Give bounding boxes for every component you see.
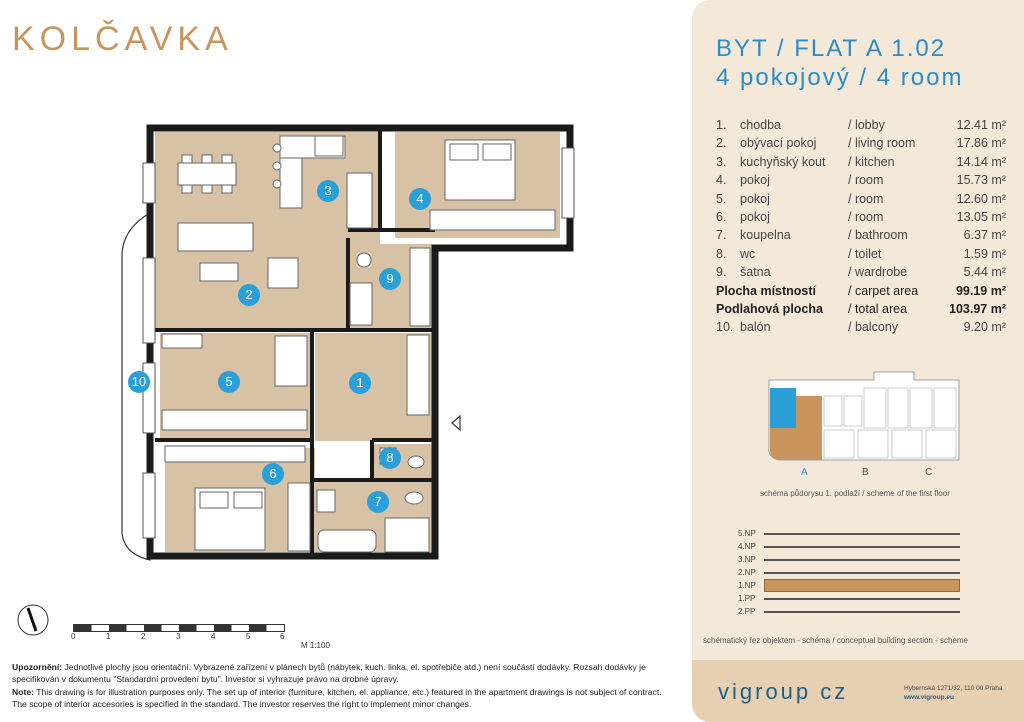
note-cz-label: Upozornění:: [12, 662, 63, 672]
room-row: [716, 116, 1006, 134]
room-name-en: / kitchen: [848, 154, 895, 169]
room-name-cz: wc: [740, 246, 756, 261]
room-marker-6: 6: [262, 463, 284, 485]
room-name-en: / toilet: [848, 246, 882, 261]
total-area: 103.97 m²: [949, 301, 1006, 316]
room-marker-3: 3: [317, 180, 339, 202]
note-en-label: Note:: [12, 686, 34, 697]
total-area: 99.19 m²: [955, 283, 1006, 298]
floor-row: [738, 566, 960, 579]
balcony-name-cz: balón: [740, 320, 771, 335]
room-area: 12.41 m²: [956, 118, 1006, 132]
room-area: 1.59 m²: [963, 246, 1006, 261]
room-name-cz: chodba: [740, 118, 782, 132]
balcony-row: [716, 318, 1006, 336]
room-num: 6.: [716, 209, 727, 224]
room-name-en: / room: [848, 191, 884, 206]
entrance-arrow: [452, 416, 460, 430]
room-row: [716, 134, 1006, 152]
room-row: [716, 245, 1006, 263]
floor-row: [738, 553, 960, 566]
room-marker-10: 10: [128, 371, 150, 393]
total-name-en: / carpet area: [848, 283, 919, 298]
room-num: 8.: [716, 246, 727, 261]
company-address-block: [904, 684, 1003, 702]
scheme-section-b: B: [862, 467, 869, 478]
floor-caption: schématický řez objektem - schéma / conceptual building section - scheme: [703, 636, 969, 645]
company-address: Hybernská 1271/32, 110 00 Praha: [904, 685, 1003, 692]
room-name-cz: pokoj: [740, 191, 770, 206]
room-row: [716, 226, 1006, 244]
flat-title: [716, 34, 963, 92]
room-marker-5: 5: [218, 371, 240, 393]
scheme-caption: schéma půdorysu 1. podlaží / scheme of the first floor: [760, 489, 950, 498]
room-area: 12.60 m²: [956, 191, 1006, 206]
room-marker-9: 9: [379, 268, 401, 290]
floor-plan: [110, 118, 590, 568]
room-area: 14.14 m²: [956, 154, 1006, 169]
floor-row: [738, 540, 960, 553]
floor-label: 2.NP: [738, 568, 756, 577]
room-name-en: / living room: [848, 136, 916, 151]
company-website: www.vigroup.eu: [904, 694, 954, 701]
room-name-cz: pokoj: [740, 173, 770, 188]
disclaimer-notes: [12, 661, 672, 711]
total-name-cz: Plocha místností: [716, 283, 817, 298]
room-num: 4.: [716, 173, 727, 188]
total-name-en: / total area: [848, 301, 908, 316]
room-area: 6.37 m²: [963, 228, 1006, 243]
room-num: 9.: [716, 265, 727, 280]
total-row: [716, 282, 1006, 300]
room-area: 13.05 m²: [956, 209, 1006, 224]
balcony-area: 9.20 m²: [963, 320, 1006, 335]
flat-title-line2: 4 pokojový / 4 room: [716, 64, 964, 91]
room-name-en: / lobby: [848, 118, 885, 132]
flat-title-line1: BYT / FLAT A 1.02: [716, 35, 947, 62]
floor-label: 5.NP: [738, 529, 756, 538]
room-row: [716, 263, 1006, 281]
room-num: 2.: [716, 136, 727, 151]
scale-tick-3: 3: [176, 632, 181, 641]
room-name-cz: kuchyňský kout: [740, 154, 826, 169]
room-marker-8: 8: [379, 447, 401, 469]
room-num: 7.: [716, 228, 727, 243]
floor-row: [738, 592, 960, 605]
room-row: [716, 153, 1006, 171]
floor-label: 3.NP: [738, 555, 756, 564]
building-scheme: [764, 352, 964, 464]
room-row: [716, 190, 1006, 208]
scale-tick-1: 1: [106, 632, 111, 641]
room-marker-2: 2: [238, 284, 260, 306]
floor-section: [738, 527, 960, 618]
note-en-text: This drawing is for illustration purposes only. The set up of interior (furniture, kitchen, el. appliance, etc.) featured in the apartment drawings is not subject of contract. The scope of interior accesories is specified in the standard. The investor reserves the right to implement minor changes.: [12, 686, 662, 710]
room-name-cz: obývací pokoj: [740, 136, 817, 151]
room-name-cz: pokoj: [740, 209, 770, 224]
room-num: 5.: [716, 191, 727, 206]
total-row: [716, 300, 1006, 318]
room-name-en: / wardrobe: [848, 265, 908, 280]
room-name-cz: šatna: [740, 265, 771, 280]
floor-row-active: [738, 579, 960, 592]
room-row: [716, 208, 1006, 226]
scale-tick-6: 6: [280, 632, 285, 641]
floor-label: 1.NP: [738, 581, 756, 590]
floor-row: [738, 605, 960, 618]
scale-tick-0: 0: [71, 632, 76, 641]
scheme-section-a: A: [801, 467, 808, 478]
brand-logo: KOLČAVKA: [12, 20, 233, 58]
room-name-en: / bathroom: [848, 228, 908, 243]
room-row: [716, 171, 1006, 189]
room-area: 17.86 m²: [956, 136, 1006, 151]
scale-tick-5: 5: [246, 632, 251, 641]
total-name-cz: Podlahová plocha: [716, 301, 823, 316]
room-num: 3.: [716, 154, 727, 169]
compass-icon: [16, 603, 50, 637]
room-area: 5.44 m²: [963, 265, 1006, 280]
scale-tick-4: 4: [211, 632, 216, 641]
room-name-en: / room: [848, 209, 884, 224]
room-num: 1.: [716, 118, 727, 132]
balcony-num: 10.: [716, 320, 734, 335]
floor-row: [738, 527, 960, 540]
room-marker-7: 7: [367, 491, 389, 513]
room-name-cz: koupelna: [740, 228, 791, 243]
scale-ratio: M 1:100: [301, 641, 330, 650]
floor-label: 4.NP: [738, 542, 756, 551]
note-cz-text: Jednotlivé plochy jsou orientační. Vybrazené zařízení v plánech bytů (nábytek, kuch. linka, el. spotřebiče atd.) není součástí dodávky. Rozsah dodávky je specifikován v dokumentu "Standardní provedení bytu". Investor si vyhrazuje právo na drobné úpravy.: [12, 662, 646, 685]
floor-label: 1.PP: [738, 594, 756, 603]
balcony-name-en: / balcony: [848, 320, 899, 335]
scale-tick-2: 2: [141, 632, 146, 641]
room-list: [716, 116, 1006, 337]
floor-label: 2.PP: [738, 607, 756, 616]
room-name-en: / room: [848, 173, 884, 188]
room-marker-1: 1: [349, 372, 371, 394]
scale-bar: [73, 624, 285, 632]
room-area: 15.73 m²: [956, 173, 1006, 188]
scheme-section-c: C: [925, 467, 933, 478]
room-marker-4: 4: [409, 188, 431, 210]
company-logo: vigroup cz: [718, 679, 849, 704]
